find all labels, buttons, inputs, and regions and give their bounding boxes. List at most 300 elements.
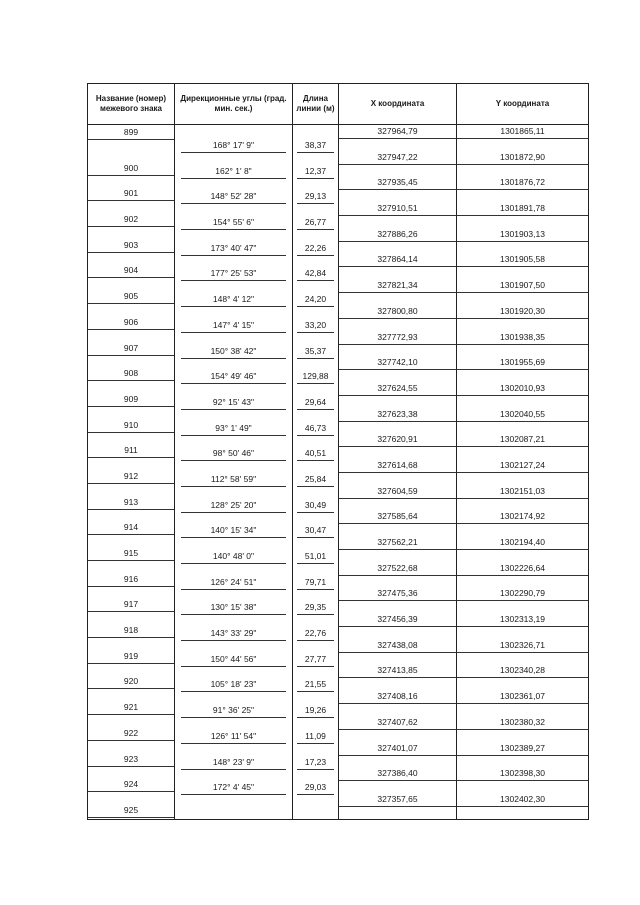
point-name-cell [88, 639, 175, 665]
point-name: 923 [88, 754, 174, 767]
point-name-cell [88, 331, 175, 357]
point-name: 918 [88, 625, 174, 638]
direction-angle-cell [175, 228, 293, 254]
direction-angle-cell [175, 408, 293, 434]
x-coordinate-cell [339, 433, 457, 459]
direction-angle: 154° 49' 46" [181, 371, 286, 384]
line-length: 29,03 [297, 782, 334, 795]
point-name: 904 [88, 265, 174, 278]
point-name-cell [88, 176, 175, 202]
point-name-cell [88, 202, 175, 228]
line-length: 29,64 [297, 397, 334, 410]
line-length: 22,26 [297, 243, 334, 256]
direction-angle: 177° 25' 53" [181, 268, 286, 281]
point-name-cell [88, 408, 175, 434]
x-coordinate: 327623,38 [339, 409, 456, 422]
point-name: 911 [88, 445, 174, 458]
point-name: 900 [88, 163, 174, 176]
direction-angle-cell [175, 742, 293, 768]
y-coordinate: 1302174,92 [457, 511, 588, 524]
point-name-cell [88, 125, 175, 151]
x-coordinate: 327947,22 [339, 152, 456, 165]
point-name: 924 [88, 779, 174, 792]
direction-angle: 150° 44' 56" [181, 654, 286, 667]
point-name-cell [88, 793, 175, 819]
direction-angle: 93° 1' 49" [181, 423, 286, 436]
direction-angle: 98° 50' 46" [181, 448, 286, 461]
x-coordinate-cell [339, 536, 457, 562]
line-length: 46,73 [297, 423, 334, 436]
y-coordinate: 1301938,35 [457, 332, 588, 345]
y-coordinate: 1301907,50 [457, 280, 588, 293]
line-length: 30,47 [297, 525, 334, 538]
y-coordinate-cell [457, 613, 589, 639]
table-row [88, 562, 589, 588]
y-coordinate-cell [457, 639, 589, 665]
line-length: 27,77 [297, 654, 334, 667]
table-row [88, 664, 589, 690]
point-name-cell [88, 485, 175, 511]
point-name-cell [88, 510, 175, 536]
y-coordinate-cell [457, 742, 589, 768]
line-length: 11,09 [297, 731, 334, 744]
direction-angle-cell [175, 510, 293, 536]
point-name: 910 [88, 420, 174, 433]
point-name: 902 [88, 214, 174, 227]
point-name-cell [88, 305, 175, 331]
x-coordinate: 327456,39 [339, 614, 456, 627]
line-length: 42,84 [297, 268, 334, 281]
point-name: 919 [88, 651, 174, 664]
direction-angle: 148° 52' 28" [181, 191, 286, 204]
direction-angle: 168° 17' 9" [181, 140, 286, 153]
line-length: 25,84 [297, 474, 334, 487]
direction-angle-cell [175, 305, 293, 331]
x-coordinate: 327620,91 [339, 434, 456, 447]
direction-angle: 148° 4' 12" [181, 294, 286, 307]
line-length: 29,35 [297, 602, 334, 615]
point-name: 905 [88, 291, 174, 304]
x-coordinate: 327935,45 [339, 177, 456, 190]
direction-angle: 143° 33' 29" [181, 628, 286, 641]
direction-angle-cell [175, 767, 293, 793]
y-coordinate-cell [457, 279, 589, 305]
direction-angle-cell [175, 639, 293, 665]
y-coordinate-cell [457, 587, 589, 613]
direction-angle-cell [175, 536, 293, 562]
line-length-cell [293, 408, 339, 434]
direction-angle-cell [175, 485, 293, 511]
table-row [88, 587, 589, 613]
x-coordinate-cell [339, 253, 457, 279]
x-coordinate: 327585,64 [339, 511, 456, 524]
x-coordinate: 327408,16 [339, 691, 456, 704]
direction-angle: 173° 40' 47" [181, 243, 286, 256]
point-name: 915 [88, 548, 174, 561]
direction-angle: 140° 15' 34" [181, 525, 286, 538]
direction-angle: 91° 36' 25" [181, 705, 286, 718]
line-length-cell [293, 485, 339, 511]
y-coordinate: 1302402,30 [457, 794, 588, 807]
x-coordinate-cell [339, 793, 457, 819]
y-coordinate-cell [457, 253, 589, 279]
x-coordinate-cell [339, 176, 457, 202]
x-coordinate-cell [339, 639, 457, 665]
point-name-cell [88, 356, 175, 382]
point-name: 920 [88, 676, 174, 689]
point-name: 914 [88, 522, 174, 535]
line-length-cell [293, 228, 339, 254]
table-row [88, 228, 589, 254]
direction-angle: 128° 25' 20" [181, 500, 286, 513]
line-length-cell [293, 176, 339, 202]
table-row [88, 151, 589, 177]
line-length-cell [293, 639, 339, 665]
y-coordinate-cell [457, 767, 589, 793]
point-name: 903 [88, 240, 174, 253]
y-coordinate-cell [457, 793, 589, 819]
line-length: 40,51 [297, 448, 334, 461]
x-coordinate: 327772,93 [339, 332, 456, 345]
y-coordinate: 1302290,79 [457, 588, 588, 601]
line-length-cell [293, 716, 339, 742]
line-length-cell [293, 459, 339, 485]
line-length-cell [293, 793, 339, 819]
x-coordinate-cell [339, 562, 457, 588]
y-coordinate-cell [457, 716, 589, 742]
line-length: 35,37 [297, 346, 334, 359]
line-length-cell [293, 536, 339, 562]
line-length-cell [293, 613, 339, 639]
point-name-cell [88, 664, 175, 690]
y-coordinate-cell [457, 125, 589, 151]
x-coordinate-cell [339, 613, 457, 639]
y-coordinate: 1302389,27 [457, 743, 588, 756]
x-coordinate: 327407,62 [339, 717, 456, 730]
point-name: 906 [88, 317, 174, 330]
x-coordinate: 327522,68 [339, 563, 456, 576]
y-coordinate-cell [457, 664, 589, 690]
x-coordinate: 327742,10 [339, 357, 456, 370]
table-row [88, 356, 589, 382]
y-coordinate-cell [457, 485, 589, 511]
x-coordinate: 327910,51 [339, 203, 456, 216]
y-coordinate: 1302040,55 [457, 409, 588, 422]
point-name-cell [88, 433, 175, 459]
y-coordinate: 1301865,11 [457, 126, 588, 139]
y-coordinate-cell [457, 382, 589, 408]
point-name-cell [88, 151, 175, 177]
y-coordinate-cell [457, 562, 589, 588]
line-length-cell [293, 690, 339, 716]
x-coordinate: 327614,68 [339, 460, 456, 473]
direction-angle-cell [175, 279, 293, 305]
table-row [88, 382, 589, 408]
x-coordinate: 327800,80 [339, 306, 456, 319]
line-length: 19,26 [297, 705, 334, 718]
point-name-cell [88, 382, 175, 408]
line-length: 12,37 [297, 166, 334, 179]
table-row [88, 485, 589, 511]
line-length-cell [293, 664, 339, 690]
direction-angle: 154° 55' 6" [181, 217, 286, 230]
y-coordinate-cell [457, 459, 589, 485]
table-row [88, 125, 589, 151]
y-coordinate: 1302361,07 [457, 691, 588, 704]
direction-angle: 112° 58' 59" [181, 474, 286, 487]
x-coordinate-cell [339, 151, 457, 177]
direction-angle-cell [175, 587, 293, 613]
table-row [88, 253, 589, 279]
x-coordinate: 327604,59 [339, 486, 456, 499]
x-coordinate: 327886,26 [339, 229, 456, 242]
x-coordinate-cell [339, 279, 457, 305]
point-name: 917 [88, 599, 174, 612]
point-name: 916 [88, 574, 174, 587]
y-coordinate-cell [457, 202, 589, 228]
x-coordinate: 327964,79 [339, 126, 456, 139]
point-name-cell [88, 279, 175, 305]
y-coordinate: 1302151,03 [457, 486, 588, 499]
x-coordinate-cell [339, 716, 457, 742]
y-coordinate-cell [457, 305, 589, 331]
y-coordinate-cell [457, 228, 589, 254]
line-length-cell [293, 279, 339, 305]
line-length: 79,71 [297, 577, 334, 590]
y-coordinate-cell [457, 176, 589, 202]
line-length: 21,55 [297, 679, 334, 692]
y-coordinate: 1302194,40 [457, 537, 588, 550]
table-row [88, 716, 589, 742]
y-coordinate: 1302326,71 [457, 640, 588, 653]
header-name: Название (номер) межевого знака [88, 84, 175, 125]
x-coordinate-cell [339, 459, 457, 485]
line-length-cell [293, 151, 339, 177]
table-row [88, 433, 589, 459]
boundary-coordinates-table [87, 83, 589, 820]
y-coordinate-cell [457, 331, 589, 357]
direction-angle-cell [175, 613, 293, 639]
direction-angle: 126° 24' 51" [181, 577, 286, 590]
direction-angle-cell [175, 433, 293, 459]
point-name-cell [88, 459, 175, 485]
y-coordinate-cell [457, 433, 589, 459]
direction-angle-cell [175, 793, 293, 819]
direction-angle: 140° 48' 0" [181, 551, 286, 564]
x-coordinate-cell [339, 485, 457, 511]
x-coordinate: 327562,21 [339, 537, 456, 550]
point-name-cell [88, 716, 175, 742]
y-coordinate: 1302398,30 [457, 768, 588, 781]
line-length-cell [293, 202, 339, 228]
table-row [88, 459, 589, 485]
y-coordinate-cell [457, 151, 589, 177]
line-length-cell [293, 382, 339, 408]
direction-angle-cell [175, 459, 293, 485]
table-row [88, 176, 589, 202]
line-length: 30,49 [297, 500, 334, 513]
line-length: 29,13 [297, 191, 334, 204]
point-name-cell [88, 228, 175, 254]
direction-angle-cell [175, 125, 293, 151]
header-angle: Дирекционные углы (град. мин. сек.) [175, 84, 293, 125]
y-coordinate: 1301955,69 [457, 357, 588, 370]
direction-angle-cell [175, 356, 293, 382]
direction-angle-cell [175, 382, 293, 408]
x-coordinate: 327386,40 [339, 768, 456, 781]
table-row [88, 408, 589, 434]
direction-angle: 126° 11' 54" [181, 731, 286, 744]
line-length-cell [293, 562, 339, 588]
x-coordinate-cell [339, 767, 457, 793]
table-row [88, 510, 589, 536]
x-coordinate: 327438,08 [339, 640, 456, 653]
y-coordinate: 1302127,24 [457, 460, 588, 473]
y-coordinate-cell [457, 356, 589, 382]
point-name: 907 [88, 343, 174, 356]
line-length: 24,20 [297, 294, 334, 307]
direction-angle: 105° 18' 23" [181, 679, 286, 692]
table-row [88, 639, 589, 665]
line-length: 17,23 [297, 757, 334, 770]
table-row [88, 305, 589, 331]
x-coordinate-cell [339, 356, 457, 382]
y-coordinate: 1302313,19 [457, 614, 588, 627]
y-coordinate-cell [457, 690, 589, 716]
y-coordinate: 1301905,58 [457, 254, 588, 267]
direction-angle: 162° 1' 8" [181, 166, 286, 179]
direction-angle-cell [175, 202, 293, 228]
point-name: 899 [88, 127, 174, 140]
x-coordinate: 327624,55 [339, 383, 456, 396]
point-name: 913 [88, 497, 174, 510]
y-coordinate: 1301872,90 [457, 152, 588, 165]
direction-angle-cell [175, 716, 293, 742]
y-coordinate: 1301903,13 [457, 229, 588, 242]
x-coordinate-cell [339, 408, 457, 434]
line-length-cell [293, 767, 339, 793]
table-row [88, 690, 589, 716]
y-coordinate-cell [457, 408, 589, 434]
direction-angle: 130° 15' 38" [181, 602, 286, 615]
table-row [88, 202, 589, 228]
point-name-cell [88, 690, 175, 716]
point-name: 901 [88, 188, 174, 201]
x-coordinate-cell [339, 202, 457, 228]
direction-angle: 148° 23' 9" [181, 757, 286, 770]
point-name-cell [88, 587, 175, 613]
table-row [88, 742, 589, 768]
point-name: 921 [88, 702, 174, 715]
y-coordinate: 1301920,30 [457, 306, 588, 319]
x-coordinate: 327413,85 [339, 665, 456, 678]
line-length-cell [293, 305, 339, 331]
x-coordinate: 327357,65 [339, 794, 456, 807]
line-length-cell [293, 253, 339, 279]
table-row [88, 767, 589, 793]
y-coordinate-cell [457, 510, 589, 536]
x-coordinate-cell [339, 742, 457, 768]
direction-angle: 92° 15' 43" [181, 397, 286, 410]
direction-angle-cell [175, 176, 293, 202]
y-coordinate: 1302010,93 [457, 383, 588, 396]
direction-angle-cell [175, 664, 293, 690]
line-length-cell [293, 356, 339, 382]
table-body [88, 125, 589, 820]
x-coordinate-cell [339, 664, 457, 690]
line-length-cell [293, 742, 339, 768]
direction-angle: 147° 4' 15" [181, 320, 286, 333]
x-coordinate-cell [339, 305, 457, 331]
table-row [88, 536, 589, 562]
line-length-cell [293, 125, 339, 151]
direction-angle: 172° 4' 45" [181, 782, 286, 795]
line-length-cell [293, 331, 339, 357]
line-length: 51,01 [297, 551, 334, 564]
direction-angle-cell [175, 562, 293, 588]
point-name: 908 [88, 368, 174, 381]
direction-angle-cell [175, 151, 293, 177]
x-coordinate-cell [339, 587, 457, 613]
header-y: Y координата [457, 84, 589, 125]
point-name-cell [88, 767, 175, 793]
direction-angle-cell [175, 331, 293, 357]
direction-angle-cell [175, 690, 293, 716]
point-name-cell [88, 562, 175, 588]
line-length-cell [293, 587, 339, 613]
point-name: 912 [88, 471, 174, 484]
x-coordinate-cell [339, 125, 457, 151]
x-coordinate-cell [339, 510, 457, 536]
point-name: 922 [88, 728, 174, 741]
y-coordinate: 1302340,28 [457, 665, 588, 678]
direction-angle-cell [175, 253, 293, 279]
table-row [88, 613, 589, 639]
x-coordinate: 327864,14 [339, 254, 456, 267]
y-coordinate: 1302380,32 [457, 717, 588, 730]
x-coordinate: 327821,34 [339, 280, 456, 293]
table-header-row [88, 84, 589, 125]
point-name-cell [88, 253, 175, 279]
line-length: 33,20 [297, 320, 334, 333]
y-coordinate: 1301876,72 [457, 177, 588, 190]
x-coordinate-cell [339, 331, 457, 357]
header-x: X координата [339, 84, 457, 125]
line-length: 129,88 [297, 371, 334, 384]
table-row [88, 793, 589, 819]
table-row [88, 279, 589, 305]
y-coordinate: 1302087,21 [457, 434, 588, 447]
point-name: 909 [88, 394, 174, 407]
x-coordinate-cell [339, 382, 457, 408]
y-coordinate: 1302226,64 [457, 563, 588, 576]
point-name-cell [88, 742, 175, 768]
y-coordinate-cell [457, 536, 589, 562]
header-length: Длина линии (м) [293, 84, 339, 125]
y-coordinate: 1301891,78 [457, 203, 588, 216]
point-name-cell [88, 613, 175, 639]
line-length: 26,77 [297, 217, 334, 230]
point-name-cell [88, 536, 175, 562]
x-coordinate: 327475,36 [339, 588, 456, 601]
direction-angle: 150° 38' 42" [181, 346, 286, 359]
point-name: 925 [88, 805, 174, 818]
line-length: 22,76 [297, 628, 334, 641]
x-coordinate: 327401,07 [339, 743, 456, 756]
x-coordinate-cell [339, 228, 457, 254]
line-length: 38,37 [297, 140, 334, 153]
table-row [88, 331, 589, 357]
